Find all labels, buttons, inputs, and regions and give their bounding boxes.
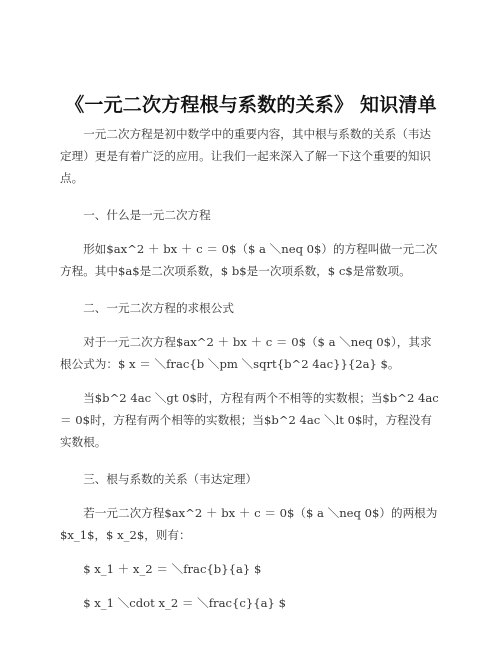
spacer — [60, 546, 442, 558]
intro-paragraph: 一元二次方程是初中数学中的重要内容，其中根与系数的关系（韦达定理）更是有着广泛的应用。让我们一起来深入了解一下这个重要的知识点。 — [60, 127, 432, 185]
spacer — [60, 375, 442, 387]
spacer — [60, 319, 442, 331]
spacer — [60, 490, 442, 502]
vieta-product-formula: $ x_1 ＼cdot x_2 ＝ ＼frac{c}{a} $ — [83, 596, 286, 610]
section-body-3: 若一元二次方程$ax^2 ＋ bx ＋ c ＝ 0$（$ a ＼neq 0$）的两根为$x_1$，$ x_2$，则有： — [60, 506, 438, 542]
section-heading-2: 二、一元二次方程的求根公式 — [83, 301, 234, 315]
document-content — [60, 123, 442, 614]
discriminant-paragraph: 当$b^2 4ac ＼gt 0$时，方程有两个不相等的实数根；当$b^2 4ac ＝ 0$时，方程有两个相等的实数根；当$b^2 4ac ＼lt 0$时，方程没有实数根。 — [60, 391, 439, 449]
spacer — [60, 226, 442, 238]
section-heading-3: 三、根与系数的关系（韦达定理） — [83, 472, 258, 486]
spacer — [60, 580, 442, 592]
section-body-2: 对于一元二次方程$ax^2 ＋ bx ＋ c ＝ 0$（$ a ＼neq 0$），其求根公式为：$ x ＝ ＼frac{b ＼pm ＼sqrt{b^2 4ac}}{2a} $。 — [60, 335, 432, 371]
section-heading-1: 一、什么是一元二次方程 — [83, 208, 211, 222]
page-title: 《一元二次方程根与系数的关系》 知识清单 — [65, 94, 437, 116]
vieta-sum-formula: $ x_1 ＋ x_2 ＝ ＼frac{b}{a} $ — [83, 562, 262, 576]
spacer — [60, 189, 442, 204]
section-body-1: 形如$ax^2 ＋ bx ＋ c ＝ 0$（$ a ＼neq 0$）的方程叫做一元二次方程。其中$a$是二次项系数，$ b$是一次项系数，$ c$是常数项。 — [60, 242, 438, 278]
spacer — [60, 453, 442, 468]
spacer — [60, 282, 442, 297]
